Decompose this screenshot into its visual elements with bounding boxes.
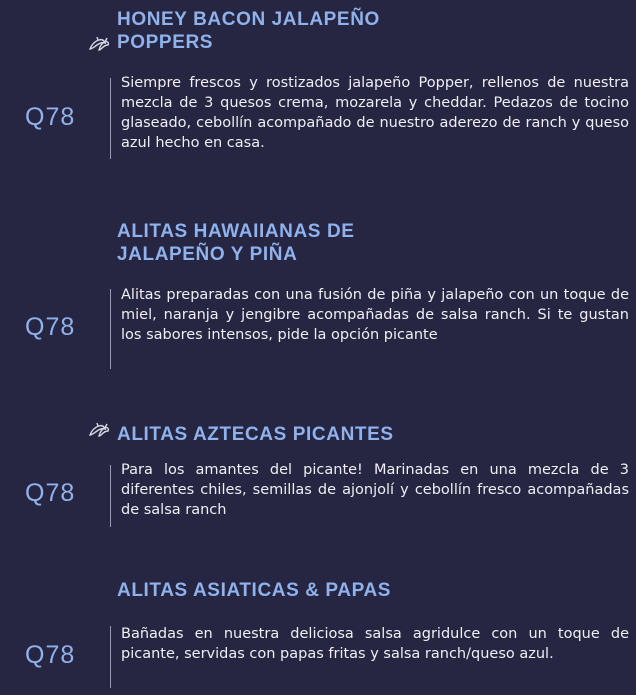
item-title-line: ALITAS HAWAIIANAS DE bbox=[117, 221, 355, 242]
item-title-line: POPPERS bbox=[117, 32, 214, 53]
item-description: Bañadas en nuestra deliciosa salsa agridulce con un toque de picante, servidas con papas fritas y salsa ranch/queso azul. bbox=[121, 626, 629, 662]
item-description: Para los amantes del picante! Marinadas en una mezcla de 3 diferentes chiles, semillas de ajonjolí y cebollín fresco acompañadas de salsa ranch bbox=[121, 462, 629, 518]
item-title-line: JALAPEÑO Y PIÑA bbox=[117, 244, 298, 265]
item-title-line: ALITAS AZTECAS PICANTES bbox=[117, 424, 394, 445]
item-price: Q78 bbox=[25, 313, 76, 341]
divider bbox=[110, 626, 111, 688]
item-title-line: HONEY BACON JALAPEÑO bbox=[117, 9, 380, 30]
item-price: Q78 bbox=[25, 479, 76, 507]
item-title bbox=[117, 579, 391, 602]
item-price: Q78 bbox=[25, 103, 76, 131]
item-description: Siempre frescos y rostizados jalapeño Popper, rellenos de nuestra mezcla de 3 quesos crema, mozarela y cheddar. Pedazos de tocino glaseado, cebollín acompañado de nuestro aderezo de ranch y queso azul hecho en casa. bbox=[121, 75, 629, 151]
item-description: Alitas preparadas con una fusión de piña y jalapeño con un toque de miel, naranja y jengibre acompañadas de salsa ranch. Si te gustan los sabores intensos, pide la opción picante bbox=[121, 287, 629, 343]
item-price: Q78 bbox=[25, 641, 76, 669]
item-title-line: ALITAS ASIATICAS & PAPAS bbox=[117, 580, 392, 601]
